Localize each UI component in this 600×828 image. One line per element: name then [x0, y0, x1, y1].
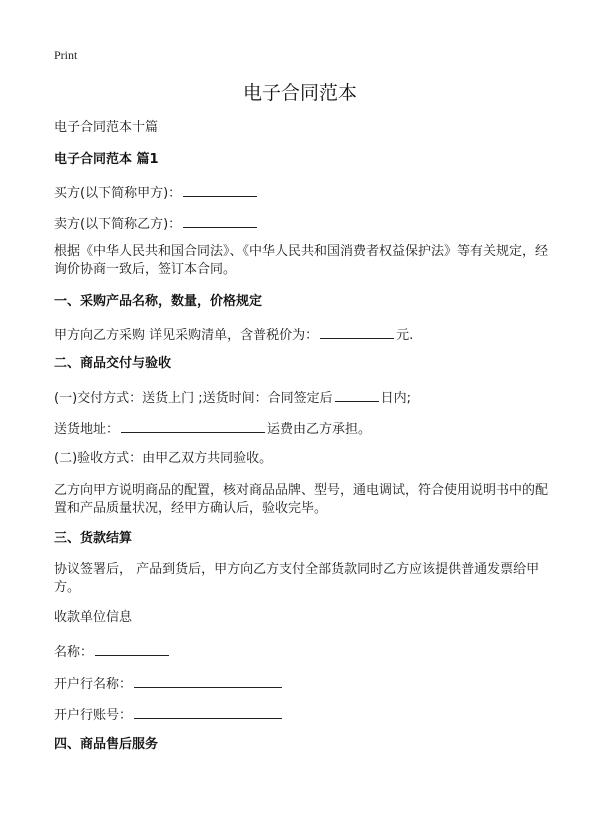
preamble-paragraph: 根据《中华人民共和国合同法》、《中华人民共和国消费者权益保护法》等有关规定，经询价协商一致后，签订本合同。 — [54, 244, 549, 277]
seller-line — [54, 213, 259, 234]
document-title: 电子合同范本 — [242, 82, 357, 104]
bank-name-label: 开户行名称： — [54, 677, 133, 692]
acceptance-paragraph: 乙方向甲方说明商品的配置，核对商品品牌、型号，通电调试，符合使用说明书中的配置和产品质量状况，经甲方确认后，验收完毕。 — [54, 483, 549, 516]
bank-name-line — [54, 673, 284, 694]
part-heading: 电子合同范本 篇1 — [54, 152, 159, 167]
price-blank — [320, 324, 394, 339]
buyer-label: 买方(以下简称甲方)： — [54, 186, 182, 201]
payee-info-label: 收款单位信息 — [54, 610, 133, 625]
price-unit: 元. — [396, 328, 414, 343]
freight-note: 运费由乙方承担。 — [267, 422, 372, 437]
price-line — [54, 324, 413, 345]
delivery-method-line — [54, 387, 411, 408]
buyer-line — [54, 182, 259, 203]
document-subtitle: 电子合同范本十篇 — [54, 120, 159, 135]
seller-label: 卖方(以下简称乙方)： — [54, 217, 182, 232]
section-2-heading: 二、商品交付与验收 — [54, 356, 172, 371]
section-3-heading: 三、货款结算 — [54, 531, 133, 546]
payee-name-label: 名称： — [54, 645, 94, 660]
section-1-heading: 一、采购产品名称，数量，价格规定 — [54, 294, 263, 309]
delivery-address-line — [54, 418, 371, 439]
delivery-address-blank — [121, 418, 265, 433]
delivery-address-label: 送货地址： — [54, 422, 120, 437]
payment-paragraph: 协议签署后， 产品到货后，甲方向乙方支付全部货款同时乙方应该提供普通发票给甲方。 — [54, 562, 540, 595]
print-label: Print — [54, 48, 78, 62]
acceptance-method-line: (二)验收方式：由甲乙双方共同验收。 — [54, 451, 273, 466]
bank-account-label: 开户行账号： — [54, 708, 133, 723]
price-label: 甲方向乙方采购 详见采购清单，含普税价为： — [54, 328, 319, 343]
payee-name-line — [54, 641, 171, 662]
payee-name-blank — [95, 641, 169, 656]
delivery-days-suffix: 日内; — [380, 391, 412, 406]
bank-name-blank — [134, 673, 282, 688]
delivery-days-blank — [335, 387, 379, 402]
section-4-heading: 四、商品售后服务 — [54, 737, 159, 752]
seller-blank — [183, 213, 257, 228]
bank-account-blank — [134, 704, 282, 719]
delivery-method-label: (一)交付方式：送货上门 ;送货时间：合同签定后 — [54, 391, 333, 406]
bank-account-line — [54, 704, 284, 725]
buyer-blank — [183, 182, 257, 197]
